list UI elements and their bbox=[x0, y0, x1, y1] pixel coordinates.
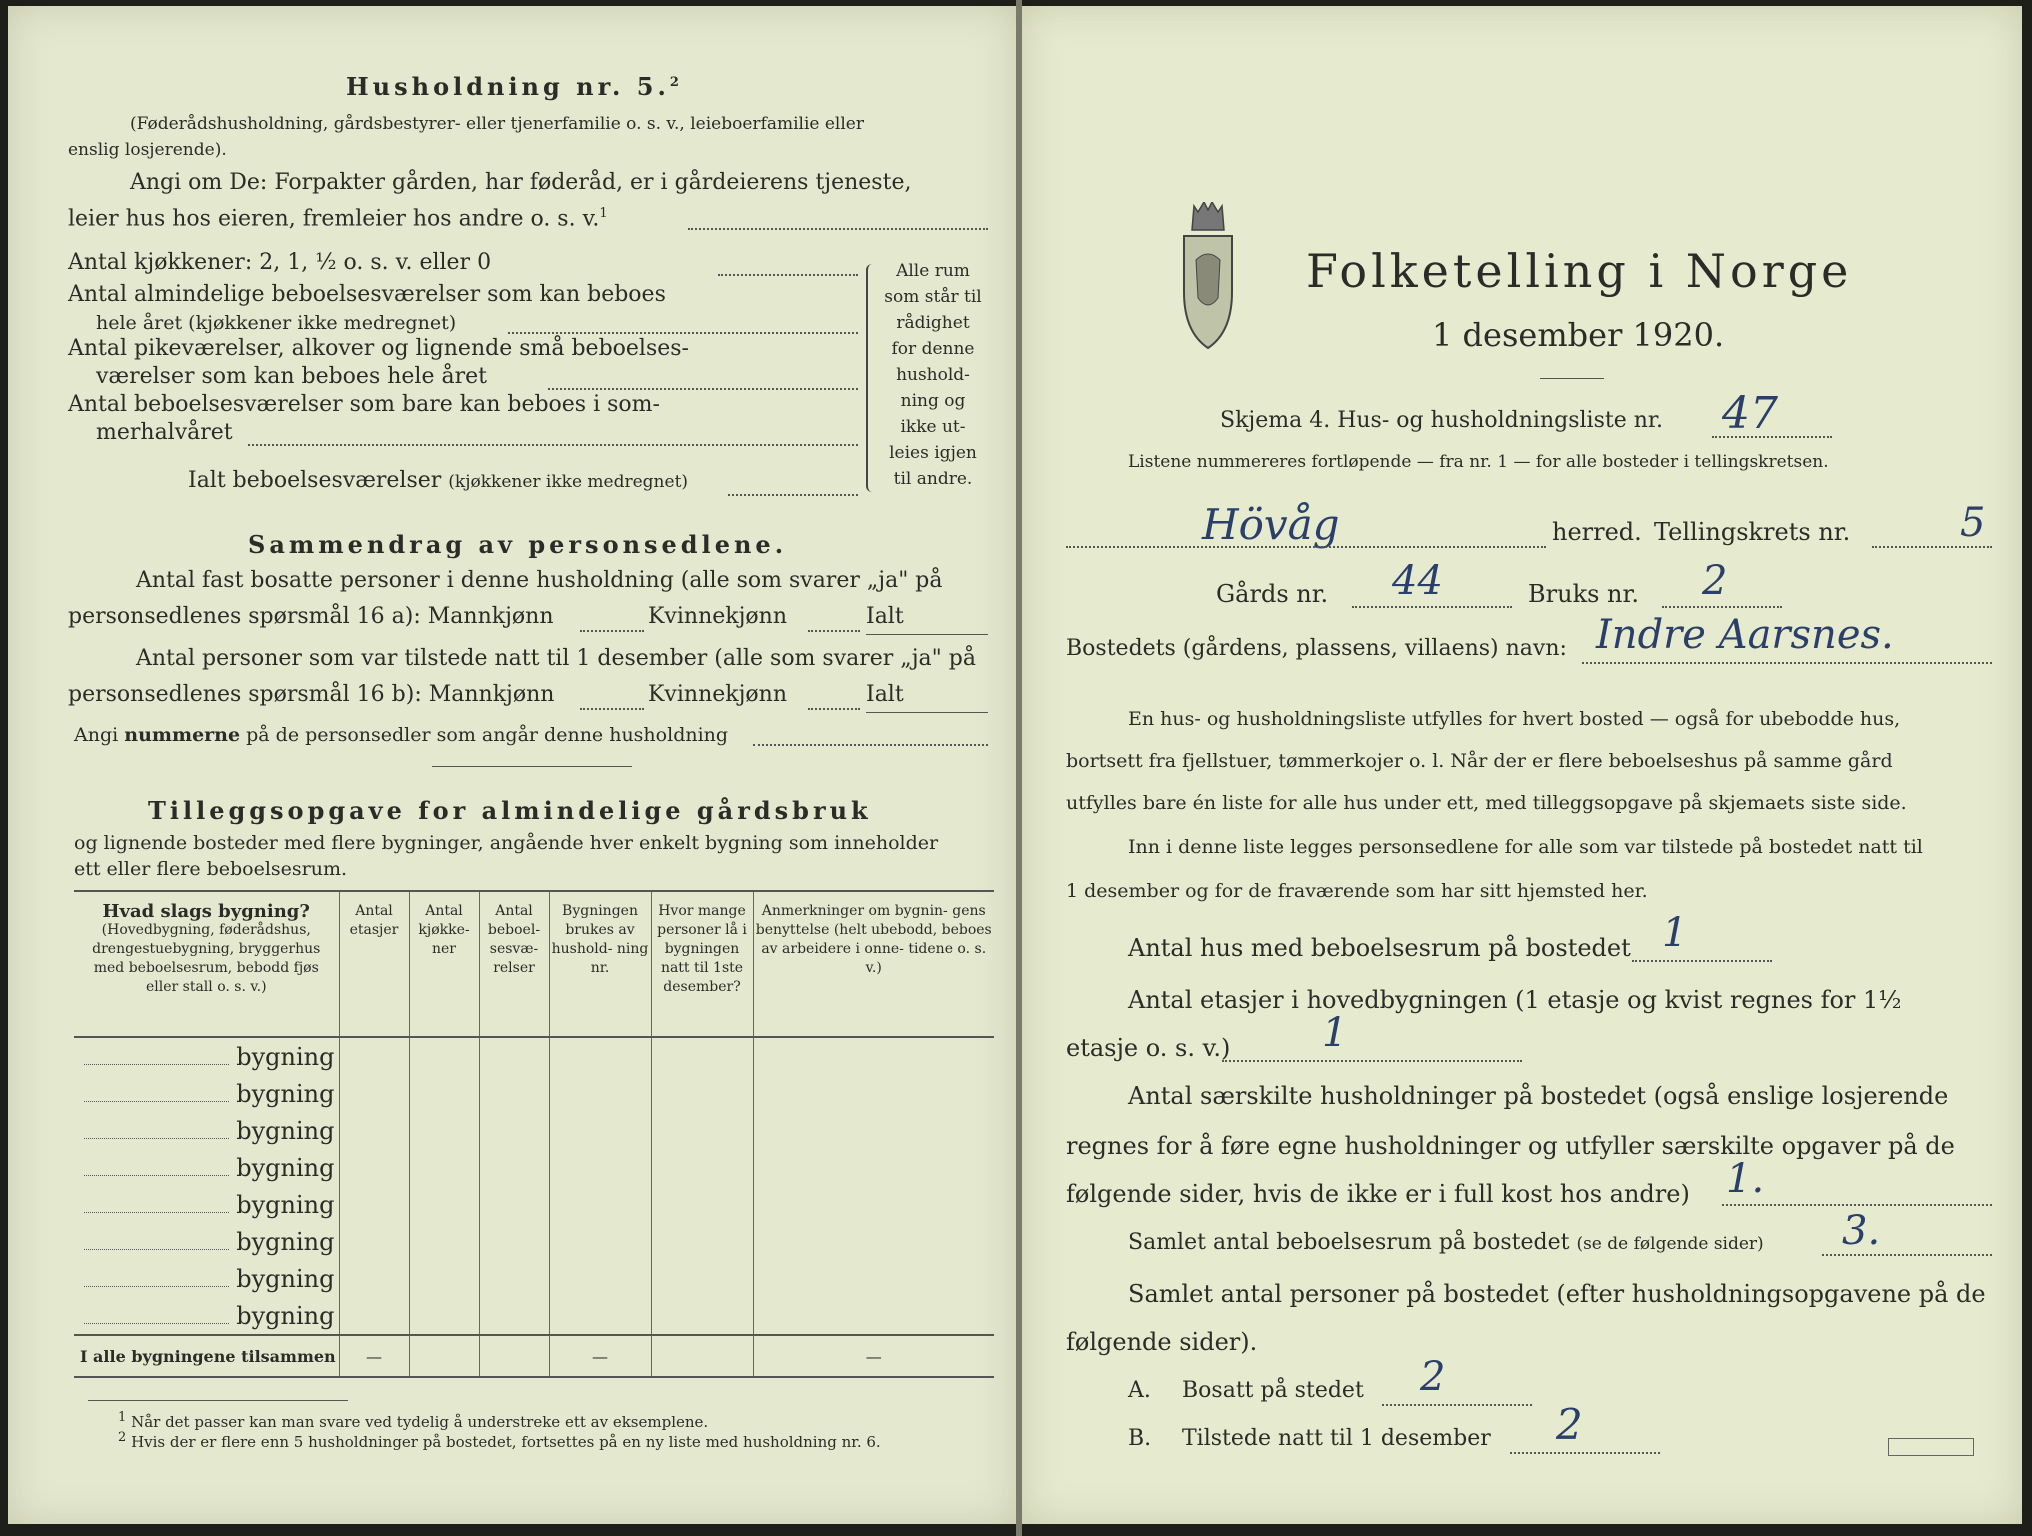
table-sum-row: I alle bygningene tilsammen — — — bbox=[74, 1335, 994, 1377]
krets-label: Tellingskrets nr. bbox=[1654, 518, 1851, 546]
q-rum: Samlet antal beboelsesrum på bostedet (se de følgende sider) bbox=[1128, 1230, 1764, 1255]
col-floors: Antal etasjer bbox=[339, 891, 409, 1037]
extra-intro-1: og lignende bosteder med flere bygninger, angående hver enkelt bygning som inneholder bbox=[74, 832, 939, 854]
sum-label: I alle bygningene tilsammen bbox=[74, 1335, 339, 1377]
schema-value: 47 bbox=[1722, 388, 1778, 439]
rooms-kitchens: Antal kjøkkener: 2, 1, ½ o. s. v. eller 0 bbox=[68, 250, 492, 275]
left-page bbox=[8, 6, 1016, 1524]
summary-line-1: Antal fast bosatte personer i denne husholdning (alle som svarer „ja" på bbox=[136, 568, 943, 593]
coat-of-arms-icon bbox=[1178, 202, 1238, 352]
census-title: Folketelling i Norge bbox=[1306, 244, 1853, 298]
bosted-label: Bostedets (gårdens, plassens, villaens) navn: bbox=[1066, 636, 1567, 661]
right-page bbox=[1022, 6, 2022, 1524]
printer-stamp bbox=[1888, 1438, 1974, 1456]
table-row: bygning bbox=[74, 1149, 994, 1186]
bruks-value: 2 bbox=[1702, 558, 1728, 604]
sidebox-note: Alle rum som står til rådighet for denne hushold- ning og ikke ut- leies igjen til andre. bbox=[884, 261, 982, 489]
q-personer-2: følgende sider). bbox=[1066, 1328, 1258, 1356]
footnote-2: $^2$ Hvis der er flere enn 5 husholdninger på bostedet, fortsettes på en ny liste med husholdning nr. 6. bbox=[118, 1430, 881, 1451]
rooms-total: Ialt beboelsesværelser (kjøkkener ikke medregnet) bbox=[188, 468, 689, 493]
rooms-summer: Antal beboelsesværelser som bare kan beboes i som- bbox=[68, 392, 660, 417]
table-row: bygning bbox=[74, 1186, 994, 1223]
household-intro-1: (Føderådshusholdning, gårdsbestyrer- eller tjenerfamilie o. s. v., leieboerfamilie eller bbox=[130, 114, 864, 134]
summary-kvinne-2: Kvinnekjønn bbox=[648, 682, 787, 707]
instructions-1: En hus- og husholdningsliste utfylles for hvert bosted — også for ubebodde hus, bbox=[1128, 708, 1901, 730]
summary-kvinne-1: Kvinnekjønn bbox=[648, 604, 787, 629]
b-label: B. bbox=[1128, 1426, 1152, 1451]
buildings-table bbox=[74, 890, 994, 1378]
instructions-3: utfylles bare én liste for alle hus under ett, med tilleggsopgave på skjemaets siste side. bbox=[1066, 792, 1907, 814]
col-persons: Hvor mange personer lå i bygningen natt til 1ste desember? bbox=[651, 891, 753, 1037]
summary-title: Sammendrag av personsedlene. bbox=[248, 530, 788, 559]
schema-label: Skjema 4. Hus- og husholdningsliste nr. bbox=[1220, 408, 1663, 433]
table-row: bygning bbox=[74, 1223, 994, 1260]
buildings-table-header bbox=[74, 891, 994, 1037]
summary-ialt-1: Ialt bbox=[866, 604, 904, 629]
col-building-type: Hvad slags bygning? (Hovedbygning, føderådshus, drengestuebygning, bryggerhus med beboelsesrum, bebodd fjøs eller stall o. s. v.) bbox=[92, 901, 321, 995]
q-hushold-1: Antal særskilte husholdninger på bostedet (også enslige losjerende bbox=[1128, 1082, 1949, 1110]
gards-value: 44 bbox=[1392, 558, 1443, 604]
q-hushold-2: regnes for å føre egne husholdninger og utfyller særskilte opgaver på de bbox=[1066, 1132, 1955, 1160]
a-label: A. bbox=[1128, 1378, 1151, 1403]
household-intro-2: enslig losjerende). bbox=[68, 140, 227, 160]
q-etasjer-value: 1 bbox=[1322, 1010, 1348, 1056]
a-value: 2 bbox=[1420, 1354, 1446, 1400]
sidebox-brace bbox=[866, 264, 878, 492]
table-row: bygning bbox=[74, 1260, 994, 1297]
footnote-1: $^1$ Når det passer kan man svare ved tydelig å understreke ett av eksemplene. bbox=[118, 1410, 709, 1431]
question-line-2: leier hus hos eieren, fremleier hos andre o. s. v.$^1$ bbox=[68, 206, 608, 232]
question-line-1: Angi om De: Forpakter gården, har føderåd, er i gårdeierens tjeneste, bbox=[130, 170, 912, 195]
q-etasjer-2: etasje o. s. v.) bbox=[1066, 1034, 1231, 1062]
herred-label: herred. bbox=[1552, 518, 1642, 546]
krets-value: 5 bbox=[1960, 500, 1986, 546]
summary-ialt-2: Ialt bbox=[866, 682, 904, 707]
table-row: bygning bbox=[74, 1112, 994, 1149]
table-row: bygning bbox=[74, 1297, 994, 1335]
table-row: bygning bbox=[74, 1037, 994, 1075]
table-row: bygning bbox=[74, 1075, 994, 1112]
b-text: Tilstede natt til 1 desember bbox=[1182, 1426, 1491, 1451]
col-kitchens: Antal kjøkke- ner bbox=[409, 891, 479, 1037]
rooms-maid: Antal pikeværelser, alkover og lignende små beboelses- bbox=[68, 336, 689, 361]
numbering-note: Listene nummereres fortløpende — fra nr. 1 — for alle bosteder i tellingskretsen. bbox=[1128, 452, 1829, 472]
extra-intro-2: ett eller flere beboelsesrum. bbox=[74, 858, 348, 880]
rooms-maid-2: værelser som kan beboes hele året bbox=[96, 364, 487, 389]
extra-title: Tilleggsopgave for almindelige gårdsbruk bbox=[148, 796, 872, 825]
herred-value: Hövåg bbox=[1202, 500, 1340, 549]
summary-line-2: personsedlenes spørsmål 16 a): Mannkjønn bbox=[68, 604, 554, 629]
q-hushold-value: 1. bbox=[1726, 1156, 1765, 1202]
q-rum-value: 3. bbox=[1842, 1208, 1881, 1254]
q-personer-1: Samlet antal personer på bostedet (efter husholdningsopgavene på de bbox=[1128, 1280, 1986, 1308]
summary-line-3: Antal personer som var tilstede natt til 1 desember (alle som svarer „ja" på bbox=[136, 646, 976, 671]
rooms-ordinary-2: hele året (kjøkkener ikke medregnet) bbox=[96, 312, 457, 334]
bruks-label: Bruks nr. bbox=[1528, 580, 1639, 608]
household-title: Husholdning nr. 5.$^2$ bbox=[346, 72, 683, 101]
instructions-5: 1 desember og for de fraværende som har sitt hjemsted her. bbox=[1066, 880, 1648, 902]
col-rooms: Antal beboel- sesvæ- relser bbox=[479, 891, 549, 1037]
summary-line-4: personsedlenes spørsmål 16 b): Mannkjønn bbox=[68, 682, 555, 707]
instructions-2: bortsett fra fjellstuer, tømmerkojer o. l. Når der er flere beboelseshus på samme gård bbox=[1066, 750, 1893, 772]
numbers-label: Angi nummerne på de personsedler som angår denne husholdning bbox=[74, 724, 729, 746]
bosted-value: Indre Aarsnes. bbox=[1596, 612, 1894, 658]
a-text: Bosatt på stedet bbox=[1182, 1378, 1364, 1403]
q-hus-value: 1 bbox=[1662, 910, 1688, 956]
col-remarks: Anmerkninger om bygnin- gens benyttelse (helt ubebodd, beboes av arbeidere i onne- tidene o. s. v.) bbox=[753, 891, 994, 1037]
b-value: 2 bbox=[1556, 1400, 1583, 1449]
instructions-4: Inn i denne liste legges personsedlene for alle som var tilstede på bostedet natt til bbox=[1128, 836, 1923, 858]
q-hus: Antal hus med beboelsesrum på bostedet bbox=[1128, 934, 1631, 962]
gards-label: Gårds nr. bbox=[1216, 580, 1329, 608]
rooms-ordinary: Antal almindelige beboelsesværelser som kan beboes bbox=[68, 282, 666, 307]
col-household-nr: Bygningen brukes av hushold- ning nr. bbox=[549, 891, 651, 1037]
rooms-summer-2: merhalvåret bbox=[96, 420, 233, 445]
census-date: 1 desember 1920. bbox=[1432, 316, 1725, 354]
q-hushold-3: følgende sider, hvis de ikke er i full kost hos andre) bbox=[1066, 1180, 1690, 1208]
q-etasjer-1: Antal etasjer i hovedbygningen (1 etasje og kvist regnes for 1½ bbox=[1128, 986, 1902, 1014]
